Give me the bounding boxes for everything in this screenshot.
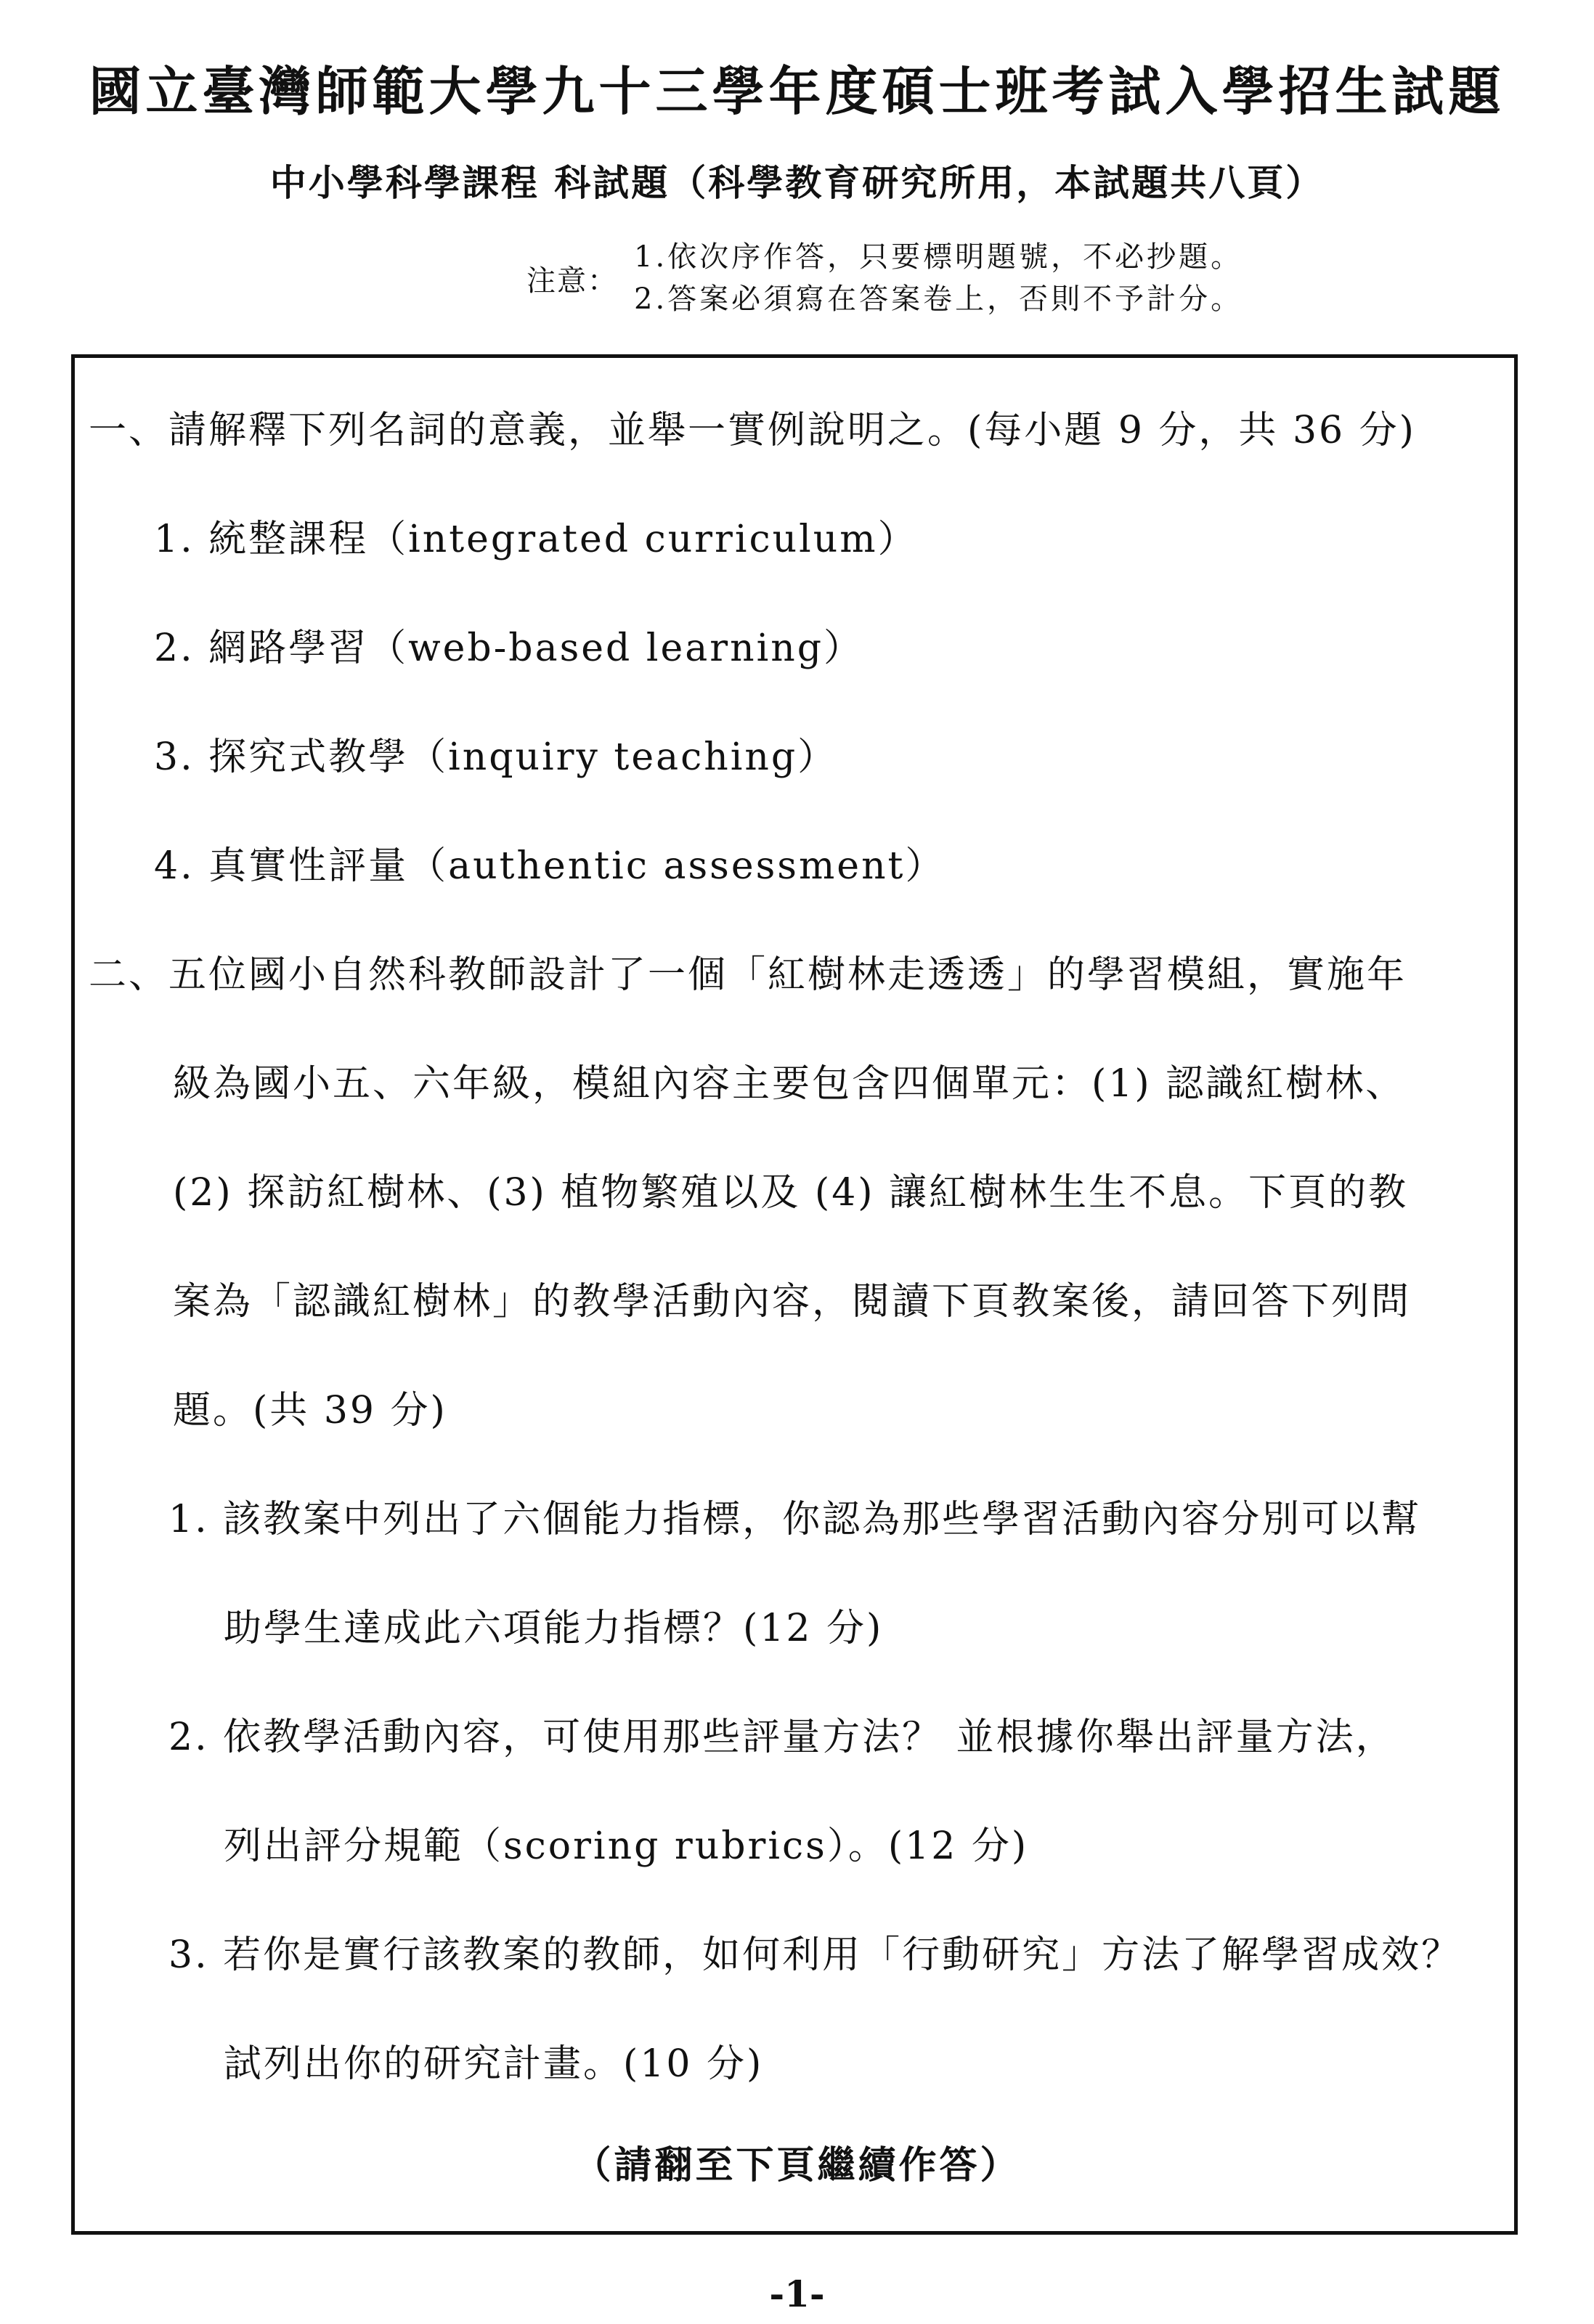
section1-item-4: 4. 真實性評量（authentic assessment） [154,844,946,888]
section1-item-3: 3. 探究式教學（inquiry teaching） [154,735,838,779]
section2-question-2-line-2: 列出評分規範（scoring rubrics）。(12 分) [224,1824,1029,1868]
section2-heading-line-1: 二、五位國小自然科教師設計了一個「紅樹林走透透」的學習模組，實施年 [89,953,1407,997]
section2-heading-line-3: (2) 探訪紅樹林、(3) 植物繁殖以及 (4) 讓紅樹林生生不息。下頁的教 [173,1171,1409,1215]
section2-heading-line-2: 級為國小五、六年級，模組內容主要包含四個單元：(1) 認識紅樹林、 [173,1062,1406,1106]
notice-block [526,236,1243,320]
notice-item: 2.答案必須寫在答案卷上，否則不予計分。 [634,282,1243,316]
page-title: 國立臺灣師範大學九十三學年度碩士班考試入學招生試題 [89,60,1505,122]
section2-question-1-line-2: 助學生達成此六項能力指標？(12 分) [224,1607,884,1650]
notice-label: 注意： [526,264,618,298]
section1-heading: 一、請解釋下列名詞的意義，並舉一實例說明之。(每小題 9 分，共 36 分) [89,409,1416,452]
section1-item-1: 1. 統整課程（integrated curriculum） [154,518,918,561]
page-subtitle: 中小學科學課程 科試題（科學教育研究所用，本試題共八頁） [269,161,1325,204]
section2-question-1-line-1: 1. 該教案中列出了六個能力指標，你認為那些學習活動內容分別可以幫 [168,1498,1422,1541]
section2-question-3-line-2: 試列出你的研究計畫。(10 分) [224,2042,764,2086]
section2-question-2-line-1: 2. 依教學活動內容，可使用那些評量方法？ 並根據你舉出評量方法， [168,1716,1396,1759]
section2-heading-line-5: 題。(共 39 分) [173,1389,447,1432]
continue-note: （請翻至下頁繼續作答） [573,2143,1021,2188]
section2-question-3-line-1: 3. 若你是實行該教案的教師，如何利用「行動研究」方法了解學習成效？ [168,1933,1462,1977]
page-number: -1- [769,2272,825,2315]
notice-item: 1.依次序作答，只要標明題號，不必抄題。 [634,240,1243,274]
section1-item-2: 2. 網路學習（web-based learning） [154,627,864,670]
notice-list [634,236,1243,320]
section2-heading-line-4: 案為「認識紅樹林」的教學活動內容，閱讀下頁教案後，請回答下列問 [173,1280,1412,1324]
